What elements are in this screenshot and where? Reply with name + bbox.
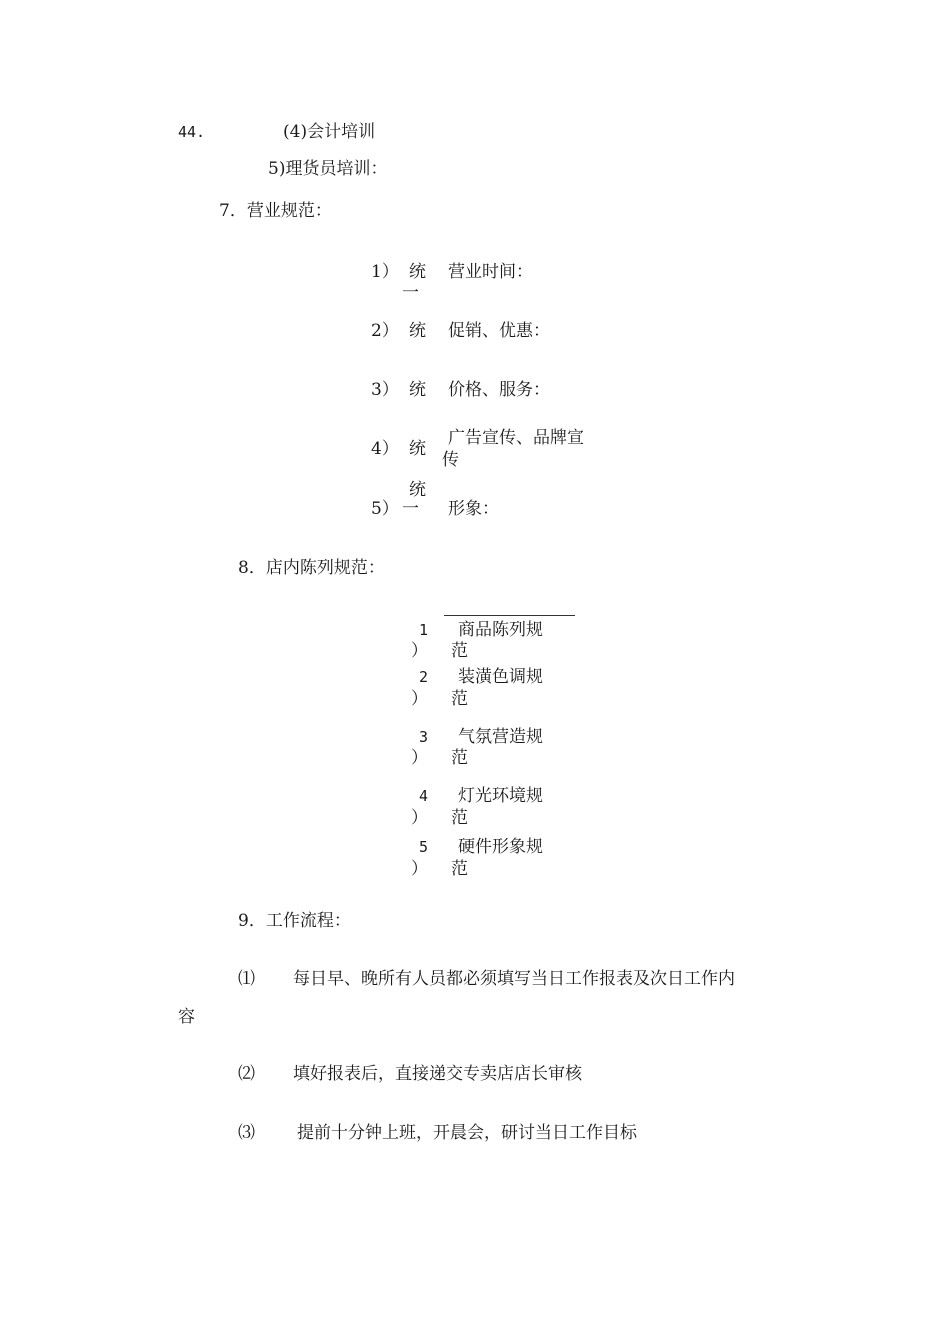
list-item-text: 硬件形象规 bbox=[458, 837, 543, 857]
list-item-text-cont: 范 bbox=[451, 748, 468, 768]
item-accounting-training: (4)会计培训 bbox=[283, 122, 376, 142]
section9-heading: 9．工作流程： bbox=[238, 911, 351, 931]
list-item-text-cont: 范 bbox=[451, 689, 468, 709]
list-item-paren: ） bbox=[411, 689, 428, 709]
list-item-tong: 统 bbox=[409, 480, 426, 500]
list-item-number: 5） bbox=[371, 499, 399, 519]
list-item-number: ⑶ bbox=[238, 1123, 255, 1143]
list-item-text: 装潢色调规 bbox=[458, 667, 543, 687]
list-item-text: 每日早、晚所有人员都必须填写当日工作报表及次日工作内 bbox=[293, 969, 735, 989]
list-item-number: 3） bbox=[371, 380, 399, 400]
list-item-tong: 统 bbox=[409, 380, 426, 400]
list-item-yi: 一 bbox=[402, 283, 419, 303]
list-item-number: 2 bbox=[419, 668, 429, 686]
list-item-text: 气氛营造规 bbox=[458, 727, 543, 747]
list-item-text: 填好报表后，直接递交专卖店店长审核 bbox=[293, 1064, 582, 1084]
list-item-number: 4） bbox=[371, 439, 399, 459]
list-item-text-cont: 范 bbox=[451, 808, 468, 828]
list-item-number: 1） bbox=[371, 262, 399, 282]
section8-heading: 8．店内陈列规范： bbox=[238, 558, 385, 578]
list-item-paren: ） bbox=[411, 748, 428, 768]
divider-line bbox=[444, 615, 575, 616]
page-number: 44. bbox=[178, 123, 206, 141]
list-item-text: 形象： bbox=[448, 499, 499, 519]
list-item-number: 1 bbox=[419, 621, 429, 639]
list-item-text: 灯光环境规 bbox=[458, 786, 543, 806]
list-item-text-cont: 容 bbox=[178, 1007, 195, 1027]
item-stock-clerk-training: 5)理货员培训： bbox=[268, 159, 388, 179]
list-item-yi: 一 bbox=[402, 499, 419, 519]
list-item-text-cont: 范 bbox=[451, 641, 468, 661]
list-item-tong: 统 bbox=[409, 262, 426, 282]
list-item-text: 提前十分钟上班，开晨会，研讨当日工作目标 bbox=[297, 1123, 637, 1143]
list-item-number: 5 bbox=[419, 838, 429, 856]
list-item-number: ⑵ bbox=[238, 1064, 255, 1084]
list-item-text-cont: 传 bbox=[442, 450, 459, 470]
list-item-text: 广告宣传、品牌宣 bbox=[448, 428, 584, 448]
section7-heading: 7．营业规范： bbox=[219, 201, 332, 221]
list-item-text: 价格、服务： bbox=[448, 380, 550, 400]
list-item-number: 3 bbox=[419, 728, 429, 746]
list-item-text: 促销、优惠： bbox=[448, 321, 550, 341]
list-item-number: 2） bbox=[371, 321, 399, 341]
list-item-tong: 统 bbox=[409, 321, 426, 341]
list-item-text: 营业时间： bbox=[448, 262, 533, 282]
list-item-paren: ） bbox=[411, 641, 428, 661]
list-item-text: 商品陈列规 bbox=[458, 620, 543, 640]
list-item-text-cont: 范 bbox=[451, 859, 468, 879]
list-item-number: 4 bbox=[419, 787, 429, 805]
list-item-paren: ） bbox=[411, 808, 428, 828]
list-item-paren: ） bbox=[411, 859, 428, 879]
list-item-tong: 统 bbox=[409, 439, 426, 459]
list-item-number: ⑴ bbox=[238, 969, 255, 989]
